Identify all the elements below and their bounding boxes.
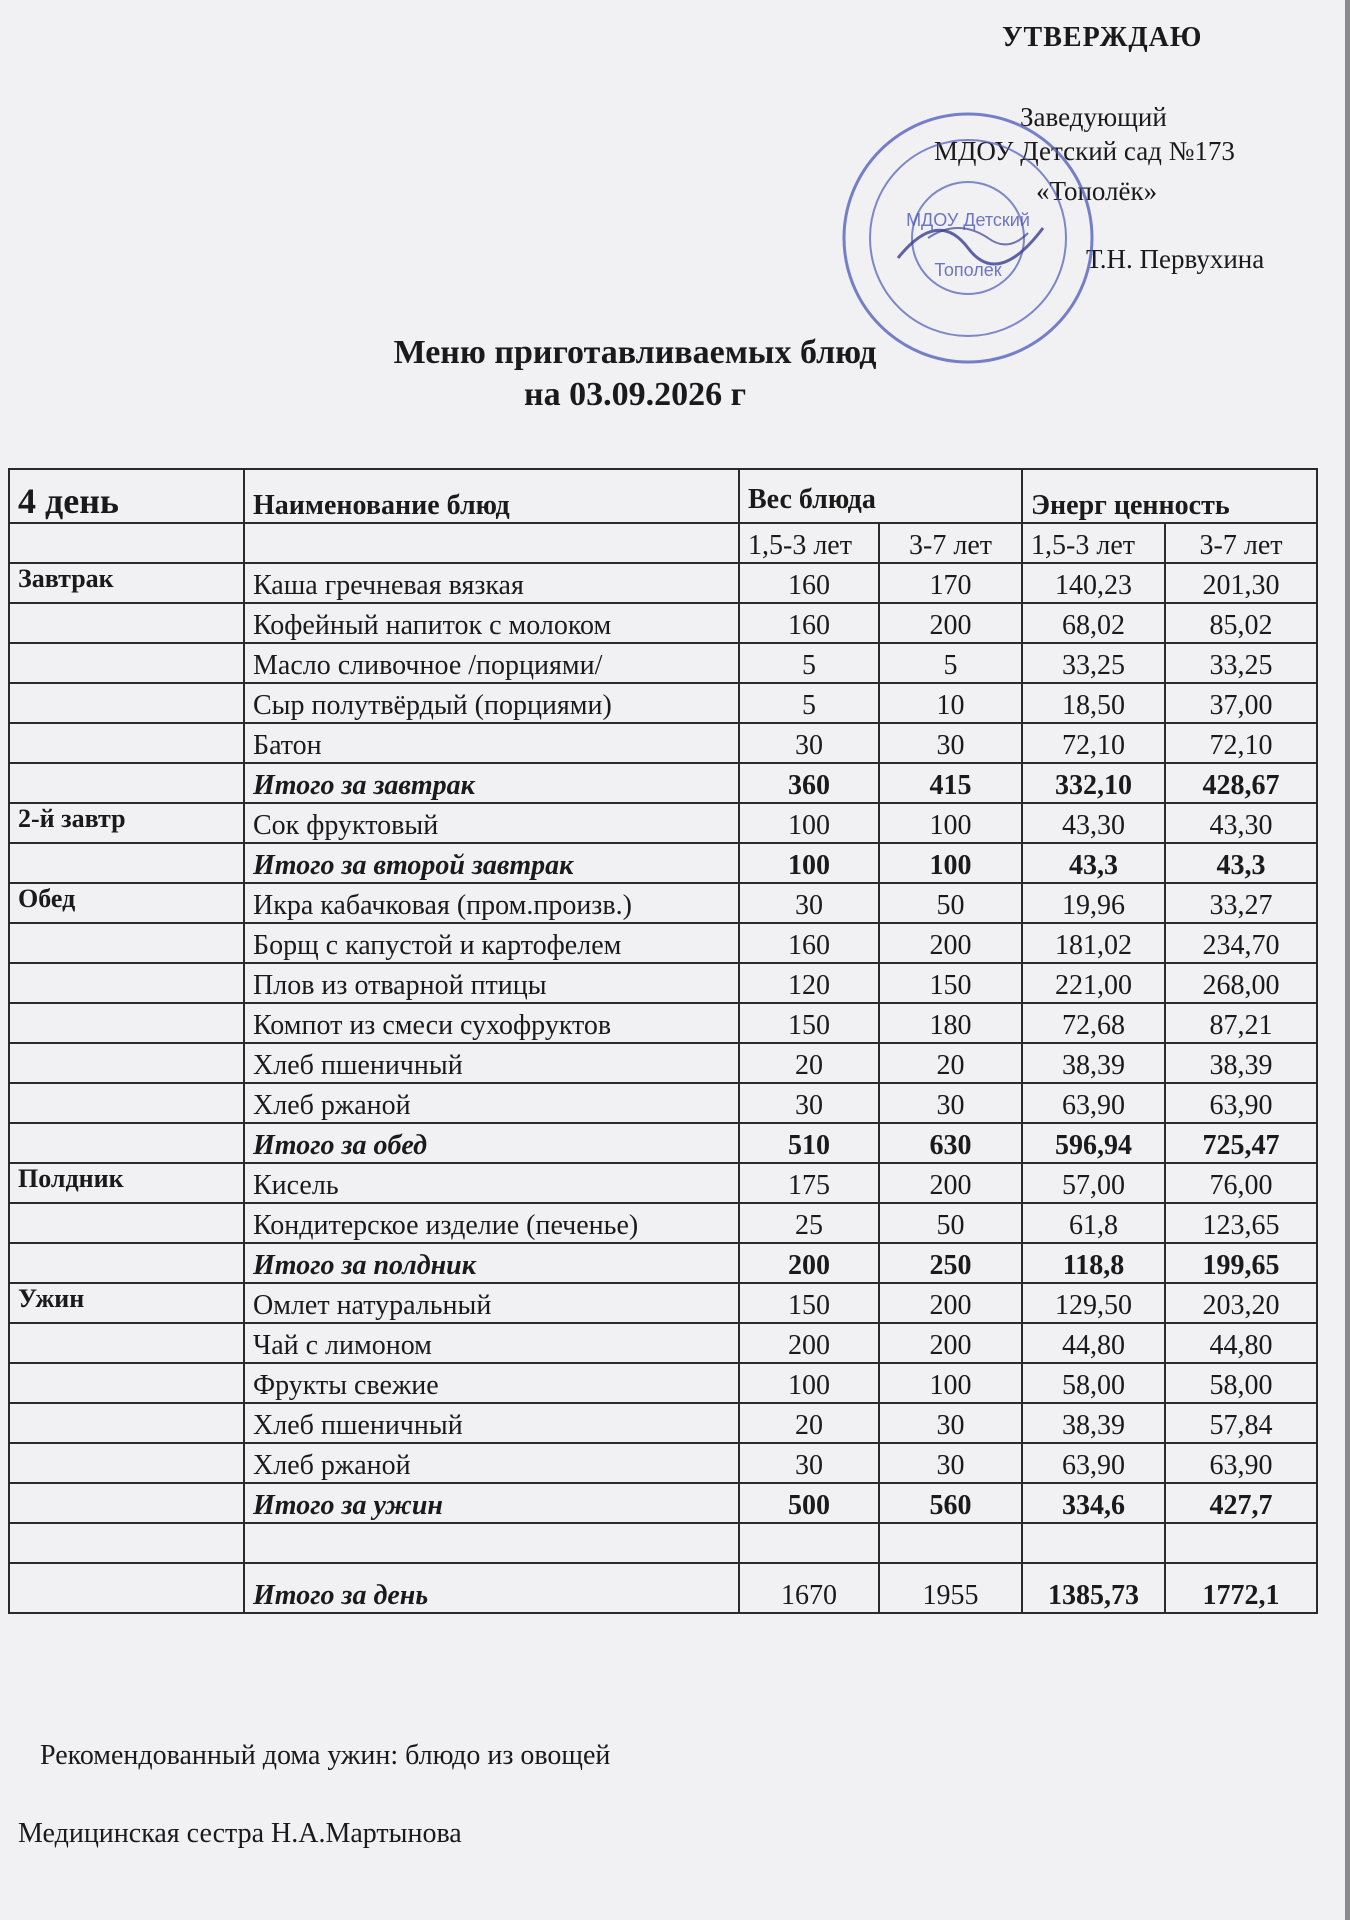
dish-name-cell: Плов из отварной птицы bbox=[244, 963, 739, 1003]
weight-3-7-cell: 100 bbox=[879, 803, 1022, 843]
table-row bbox=[9, 1283, 1317, 1323]
weight-1-5-3-cell: 5 bbox=[739, 643, 879, 683]
energy-3-7-cell: 76,00 bbox=[1165, 1163, 1317, 1203]
meal-cell bbox=[9, 1003, 244, 1043]
energy-3-7-cell: 38,39 bbox=[1165, 1043, 1317, 1083]
dish-name-cell: Батон bbox=[244, 723, 739, 763]
dish-name-cell: Итого за день bbox=[244, 1563, 739, 1613]
table-total-row bbox=[9, 843, 1317, 883]
weight-3-7-cell: 50 bbox=[879, 1203, 1022, 1243]
energy-1-5-3-cell: 129,50 bbox=[1022, 1283, 1165, 1323]
weight-1-5-3-cell: 20 bbox=[739, 1043, 879, 1083]
subheader-empty bbox=[9, 523, 244, 563]
energy-3-7-cell: 203,20 bbox=[1165, 1283, 1317, 1323]
energy-3-7-cell: 199,65 bbox=[1165, 1243, 1317, 1283]
energy-1-5-3-cell: 33,25 bbox=[1022, 643, 1165, 683]
day-label: 4 день bbox=[9, 469, 244, 523]
energy-3-7-cell bbox=[1165, 1523, 1317, 1563]
meal-cell bbox=[9, 1403, 244, 1443]
table-total-row bbox=[9, 763, 1317, 803]
dish-name-cell: Компот из смеси сухофруктов bbox=[244, 1003, 739, 1043]
energy-1-5-3-cell: 1385,73 bbox=[1022, 1563, 1165, 1613]
weight-1-5-3-cell: 30 bbox=[739, 723, 879, 763]
weight-1-5-3-cell: 20 bbox=[739, 1403, 879, 1443]
meal-cell bbox=[9, 1043, 244, 1083]
dish-name-cell: Итого за второй завтрак bbox=[244, 843, 739, 883]
energy-age-1-5-3: 1,5-3 лет bbox=[1022, 523, 1165, 563]
subheader-empty bbox=[244, 523, 739, 563]
weight-1-5-3-cell: 30 bbox=[739, 1083, 879, 1123]
table-row bbox=[9, 883, 1317, 923]
energy-1-5-3-cell: 43,3 bbox=[1022, 843, 1165, 883]
meal-cell bbox=[9, 1563, 244, 1613]
weight-3-7-cell: 415 bbox=[879, 763, 1022, 803]
weight-1-5-3-cell: 150 bbox=[739, 1003, 879, 1043]
table-header-row bbox=[9, 469, 1317, 523]
table-row bbox=[9, 1083, 1317, 1123]
meal-cell: 2-й завтр bbox=[9, 803, 244, 843]
weight-1-5-3-cell: 160 bbox=[739, 923, 879, 963]
meal-cell: Обед bbox=[9, 883, 244, 923]
column-header-dish-name: Наименование блюд bbox=[244, 469, 739, 523]
weight-1-5-3-cell: 120 bbox=[739, 963, 879, 1003]
meal-cell bbox=[9, 963, 244, 1003]
meal-cell bbox=[9, 1443, 244, 1483]
energy-3-7-cell: 201,30 bbox=[1165, 563, 1317, 603]
meal-cell bbox=[9, 1203, 244, 1243]
dish-name-cell: Хлеб ржаной bbox=[244, 1443, 739, 1483]
weight-3-7-cell: 50 bbox=[879, 883, 1022, 923]
weight-3-7-cell: 5 bbox=[879, 643, 1022, 683]
weight-3-7-cell: 200 bbox=[879, 1323, 1022, 1363]
weight-3-7-cell: 560 bbox=[879, 1483, 1022, 1523]
energy-1-5-3-cell: 596,94 bbox=[1022, 1123, 1165, 1163]
energy-3-7-cell: 428,67 bbox=[1165, 763, 1317, 803]
official-stamp bbox=[838, 108, 1098, 368]
weight-1-5-3-cell: 5 bbox=[739, 683, 879, 723]
dish-name-cell: Итого за обед bbox=[244, 1123, 739, 1163]
approval-org-name: «Тополёк» bbox=[1036, 176, 1158, 206]
dish-name-cell bbox=[244, 1523, 739, 1563]
meal-cell bbox=[9, 1083, 244, 1123]
energy-1-5-3-cell: 38,39 bbox=[1022, 1403, 1165, 1443]
weight-3-7-cell: 100 bbox=[879, 1363, 1022, 1403]
dish-name-cell: Чай с лимоном bbox=[244, 1323, 739, 1363]
table-row bbox=[9, 563, 1317, 603]
meal-cell bbox=[9, 1123, 244, 1163]
energy-1-5-3-cell: 68,02 bbox=[1022, 603, 1165, 643]
approval-signer: Т.Н. Первухина bbox=[1086, 244, 1265, 274]
energy-1-5-3-cell: 19,96 bbox=[1022, 883, 1165, 923]
meal-cell bbox=[9, 1483, 244, 1523]
energy-3-7-cell: 85,02 bbox=[1165, 603, 1317, 643]
dish-name-cell: Кондитерское изделие (печенье) bbox=[244, 1203, 739, 1243]
energy-3-7-cell: 57,84 bbox=[1165, 1403, 1317, 1443]
dish-name-cell: Хлеб пшеничный bbox=[244, 1043, 739, 1083]
energy-1-5-3-cell: 72,10 bbox=[1022, 723, 1165, 763]
energy-3-7-cell: 63,90 bbox=[1165, 1443, 1317, 1483]
table-row bbox=[9, 803, 1317, 843]
energy-age-3-7: 3-7 лет bbox=[1165, 523, 1317, 563]
table-row bbox=[9, 923, 1317, 963]
energy-1-5-3-cell: 57,00 bbox=[1022, 1163, 1165, 1203]
dish-name-cell: Кисель bbox=[244, 1163, 739, 1203]
meal-cell: Полдник bbox=[9, 1163, 244, 1203]
table-row bbox=[9, 963, 1317, 1003]
dish-name-cell: Масло сливочное /порциями/ bbox=[244, 643, 739, 683]
meal-cell bbox=[9, 1243, 244, 1283]
energy-1-5-3-cell: 118,8 bbox=[1022, 1243, 1165, 1283]
energy-3-7-cell: 427,7 bbox=[1165, 1483, 1317, 1523]
table-row bbox=[9, 723, 1317, 763]
dish-name-cell: Хлеб ржаной bbox=[244, 1083, 739, 1123]
weight-1-5-3-cell: 25 bbox=[739, 1203, 879, 1243]
meal-cell bbox=[9, 923, 244, 963]
energy-3-7-cell: 123,65 bbox=[1165, 1203, 1317, 1243]
meal-cell bbox=[9, 1523, 244, 1563]
energy-1-5-3-cell: 63,90 bbox=[1022, 1083, 1165, 1123]
dish-name-cell: Хлеб пшеничный bbox=[244, 1403, 739, 1443]
signature-stroke bbox=[898, 228, 1043, 264]
footer-nurse-signature: Медицинская сестра Н.А.Мартынова bbox=[18, 1818, 462, 1849]
energy-1-5-3-cell: 63,90 bbox=[1022, 1443, 1165, 1483]
weight-1-5-3-cell: 1670 bbox=[739, 1563, 879, 1613]
dish-name-cell: Каша гречневая вязкая bbox=[244, 563, 739, 603]
table-row bbox=[9, 1523, 1317, 1563]
energy-1-5-3-cell: 58,00 bbox=[1022, 1363, 1165, 1403]
weight-age-1-5-3: 1,5-3 лет bbox=[739, 523, 879, 563]
meal-cell: Ужин bbox=[9, 1283, 244, 1323]
energy-3-7-cell: 1772,1 bbox=[1165, 1563, 1317, 1613]
weight-3-7-cell: 100 bbox=[879, 843, 1022, 883]
weight-1-5-3-cell bbox=[739, 1523, 879, 1563]
energy-1-5-3-cell: 18,50 bbox=[1022, 683, 1165, 723]
meal-cell bbox=[9, 603, 244, 643]
table-row bbox=[9, 1043, 1317, 1083]
dish-name-cell: Борщ с капустой и картофелем bbox=[244, 923, 739, 963]
meal-cell bbox=[9, 643, 244, 683]
energy-3-7-cell: 37,00 bbox=[1165, 683, 1317, 723]
table-row bbox=[9, 1203, 1317, 1243]
table-row bbox=[9, 1323, 1317, 1363]
dish-name-cell: Омлет натуральный bbox=[244, 1283, 739, 1323]
approval-position: Заведующий bbox=[1020, 102, 1167, 132]
energy-3-7-cell: 725,47 bbox=[1165, 1123, 1317, 1163]
table-total-row bbox=[9, 1243, 1317, 1283]
weight-1-5-3-cell: 160 bbox=[739, 563, 879, 603]
weight-1-5-3-cell: 510 bbox=[739, 1123, 879, 1163]
weight-1-5-3-cell: 200 bbox=[739, 1323, 879, 1363]
energy-1-5-3-cell: 334,6 bbox=[1022, 1483, 1165, 1523]
weight-3-7-cell: 30 bbox=[879, 1083, 1022, 1123]
weight-3-7-cell: 10 bbox=[879, 683, 1022, 723]
energy-1-5-3-cell: 140,23 bbox=[1022, 563, 1165, 603]
weight-3-7-cell: 170 bbox=[879, 563, 1022, 603]
weight-3-7-cell: 180 bbox=[879, 1003, 1022, 1043]
energy-1-5-3-cell bbox=[1022, 1523, 1165, 1563]
table-row bbox=[9, 683, 1317, 723]
dish-name-cell: Итого за завтрак bbox=[244, 763, 739, 803]
meal-cell bbox=[9, 763, 244, 803]
weight-1-5-3-cell: 175 bbox=[739, 1163, 879, 1203]
meal-cell: Завтрак bbox=[9, 563, 244, 603]
energy-3-7-cell: 43,3 bbox=[1165, 843, 1317, 883]
weight-3-7-cell: 30 bbox=[879, 723, 1022, 763]
table-row bbox=[9, 603, 1317, 643]
energy-3-7-cell: 33,25 bbox=[1165, 643, 1317, 683]
table-row bbox=[9, 1163, 1317, 1203]
dish-name-cell: Итого за ужин bbox=[244, 1483, 739, 1523]
weight-3-7-cell: 200 bbox=[879, 1283, 1022, 1323]
approval-org: МДОУ Детский сад №173 bbox=[934, 136, 1235, 166]
energy-1-5-3-cell: 38,39 bbox=[1022, 1043, 1165, 1083]
meal-cell bbox=[9, 1323, 244, 1363]
weight-1-5-3-cell: 100 bbox=[739, 1363, 879, 1403]
energy-3-7-cell: 44,80 bbox=[1165, 1323, 1317, 1363]
weight-3-7-cell bbox=[879, 1523, 1022, 1563]
document-date: на 03.09.2026 г bbox=[523, 376, 747, 413]
svg-text:Тополёк: Тополёк bbox=[934, 260, 1002, 280]
dish-name-cell: Кофейный напиток с молоком bbox=[244, 603, 739, 643]
energy-3-7-cell: 43,30 bbox=[1165, 803, 1317, 843]
weight-1-5-3-cell: 360 bbox=[739, 763, 879, 803]
energy-1-5-3-cell: 221,00 bbox=[1022, 963, 1165, 1003]
weight-1-5-3-cell: 30 bbox=[739, 1443, 879, 1483]
column-header-weight: Вес блюда bbox=[739, 469, 1022, 523]
weight-3-7-cell: 150 bbox=[879, 963, 1022, 1003]
energy-3-7-cell: 63,90 bbox=[1165, 1083, 1317, 1123]
meal-cell bbox=[9, 683, 244, 723]
dish-name-cell: Сок фруктовый bbox=[244, 803, 739, 843]
energy-1-5-3-cell: 72,68 bbox=[1022, 1003, 1165, 1043]
energy-1-5-3-cell: 43,30 bbox=[1022, 803, 1165, 843]
table-row bbox=[9, 643, 1317, 683]
dish-name-cell: Фрукты свежие bbox=[244, 1363, 739, 1403]
table-total-row bbox=[9, 1563, 1317, 1613]
table-row bbox=[9, 1363, 1317, 1403]
dish-name-cell: Итого за полдник bbox=[244, 1243, 739, 1283]
weight-3-7-cell: 20 bbox=[879, 1043, 1022, 1083]
weight-1-5-3-cell: 100 bbox=[739, 843, 879, 883]
energy-3-7-cell: 72,10 bbox=[1165, 723, 1317, 763]
weight-3-7-cell: 30 bbox=[879, 1443, 1022, 1483]
approval-title: УТВЕРЖДАЮ bbox=[1002, 22, 1203, 53]
weight-1-5-3-cell: 30 bbox=[739, 883, 879, 923]
meal-cell bbox=[9, 723, 244, 763]
weight-3-7-cell: 250 bbox=[879, 1243, 1022, 1283]
energy-1-5-3-cell: 332,10 bbox=[1022, 763, 1165, 803]
table-subheader-row bbox=[9, 523, 1317, 563]
table-total-row bbox=[9, 1483, 1317, 1523]
footer-recommendation: Рекомендованный дома ужин: блюдо из овощей bbox=[40, 1740, 611, 1771]
energy-1-5-3-cell: 61,8 bbox=[1022, 1203, 1165, 1243]
column-header-energy: Энерг ценность bbox=[1022, 469, 1317, 523]
weight-3-7-cell: 630 bbox=[879, 1123, 1022, 1163]
dish-name-cell: Сыр полутвёрдый (порциями) bbox=[244, 683, 739, 723]
weight-age-3-7: 3-7 лет bbox=[879, 523, 1022, 563]
table-total-row bbox=[9, 1123, 1317, 1163]
menu-table bbox=[8, 468, 1318, 1614]
energy-3-7-cell: 87,21 bbox=[1165, 1003, 1317, 1043]
weight-3-7-cell: 200 bbox=[879, 1163, 1022, 1203]
document-title: Меню приготавливаемых блюд bbox=[393, 334, 877, 371]
meal-cell bbox=[9, 1363, 244, 1403]
meal-cell bbox=[9, 843, 244, 883]
table-row bbox=[9, 1443, 1317, 1483]
weight-3-7-cell: 1955 bbox=[879, 1563, 1022, 1613]
weight-1-5-3-cell: 500 bbox=[739, 1483, 879, 1523]
weight-1-5-3-cell: 100 bbox=[739, 803, 879, 843]
energy-1-5-3-cell: 44,80 bbox=[1022, 1323, 1165, 1363]
weight-1-5-3-cell: 160 bbox=[739, 603, 879, 643]
energy-1-5-3-cell: 181,02 bbox=[1022, 923, 1165, 963]
svg-text:МДОУ Детский: МДОУ Детский bbox=[906, 210, 1030, 230]
weight-3-7-cell: 30 bbox=[879, 1403, 1022, 1443]
energy-3-7-cell: 234,70 bbox=[1165, 923, 1317, 963]
weight-1-5-3-cell: 150 bbox=[739, 1283, 879, 1323]
weight-1-5-3-cell: 200 bbox=[739, 1243, 879, 1283]
dish-name-cell: Икра кабачковая (пром.произв.) bbox=[244, 883, 739, 923]
weight-3-7-cell: 200 bbox=[879, 603, 1022, 643]
energy-3-7-cell: 268,00 bbox=[1165, 963, 1317, 1003]
energy-3-7-cell: 33,27 bbox=[1165, 883, 1317, 923]
table-row bbox=[9, 1403, 1317, 1443]
weight-3-7-cell: 200 bbox=[879, 923, 1022, 963]
table-row bbox=[9, 1003, 1317, 1043]
energy-3-7-cell: 58,00 bbox=[1165, 1363, 1317, 1403]
